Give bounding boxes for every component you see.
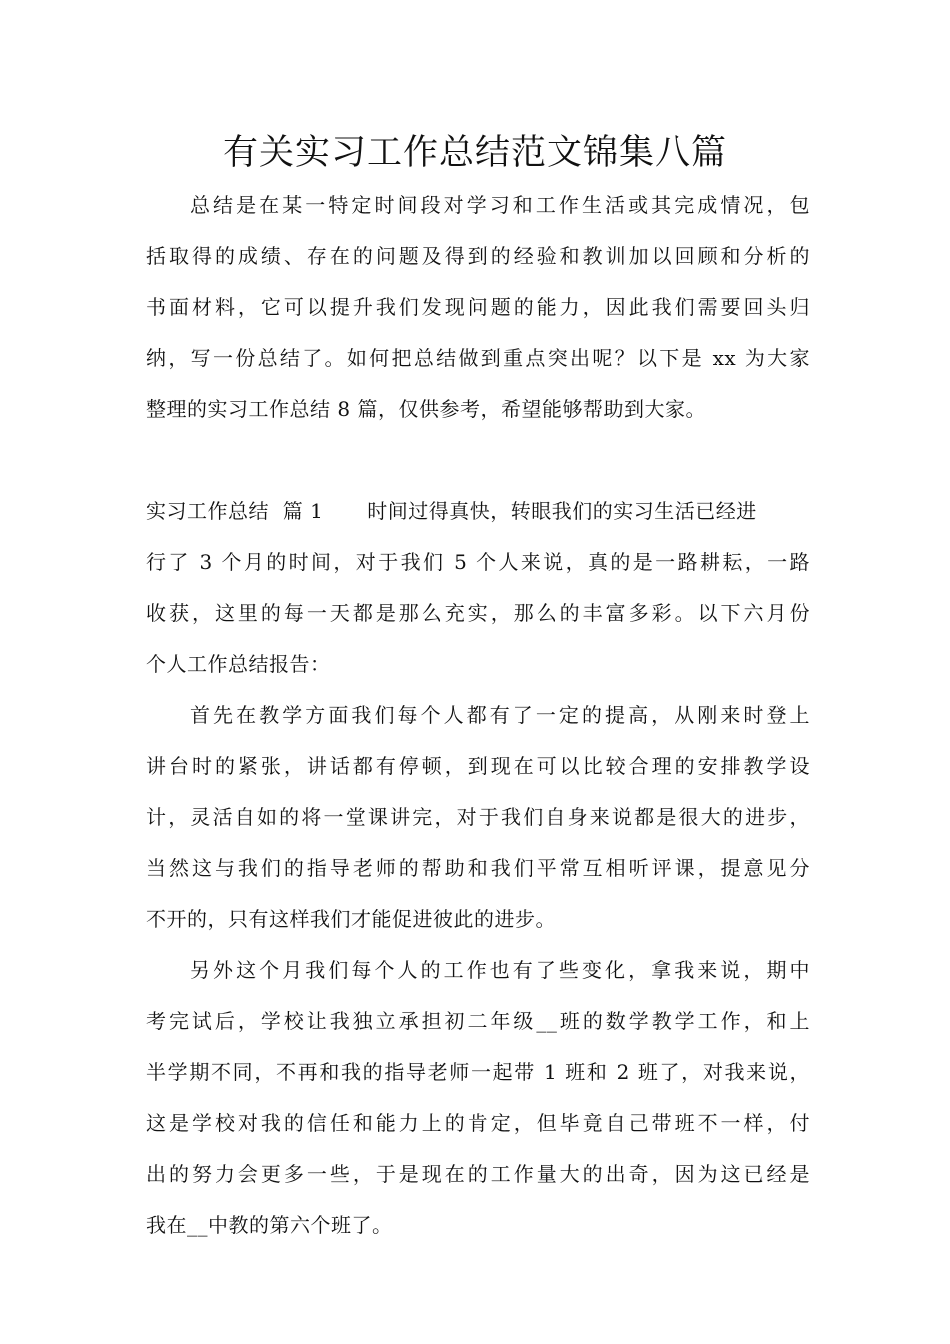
paragraph-line: 当然这与我们的指导老师的帮助和我们平常互相听评课，提意见分 bbox=[146, 856, 810, 880]
section-heading-line bbox=[146, 486, 810, 537]
paragraph-line: 半学期不同，不再和我的指导老师一起带 1 班和 2 班了，对我来说， bbox=[146, 1060, 810, 1084]
paragraph-line: 不开的，只有这样我们才能促进彼此的进步。 bbox=[146, 907, 556, 931]
paragraph-line: 首先在教学方面我们每个人都有了一定的提高，从刚来时登上 bbox=[190, 703, 810, 727]
intro-line: 整理的实习工作总结 8 篇，仅供参考，希望能够帮助到大家。 bbox=[146, 397, 706, 421]
paragraph-line: 另外这个月我们每个人的工作也有了些变化，拿我来说，期中 bbox=[190, 958, 810, 982]
intro-line: 书面材料，它可以提升我们发现问题的能力，因此我们需要回头归 bbox=[146, 295, 810, 319]
intro-line: 括取得的成绩、存在的问题及得到的经验和教训加以回顾和分析的 bbox=[146, 244, 810, 268]
paragraph-line: 收获，这里的每一天都是那么充实，那么的丰富多彩。以下六月份 bbox=[146, 601, 810, 625]
section-heading: 实习工作总结 篇 1 bbox=[146, 499, 324, 523]
paragraph-spacer bbox=[146, 435, 810, 486]
paragraph-line: 讲台时的紧张，讲话都有停顿，到现在可以比较合理的安排教学设 bbox=[146, 754, 810, 778]
paragraph-line: 行了 3 个月的时间，对于我们 5 个人来说，真的是一路耕耘，一路 bbox=[146, 550, 810, 574]
paragraph-line: 这是学校对我的信任和能力上的肯定，但毕竟自己带班不一样，付 bbox=[146, 1111, 810, 1135]
paragraph-line: 个人工作总结报告： bbox=[146, 652, 331, 676]
paragraph-line: 我在__中教的第六个班了。 bbox=[146, 1213, 393, 1237]
paragraph-line: 考完试后，学校让我独立承担初二年级__班的数学教学工作，和上 bbox=[146, 1009, 810, 1033]
paragraph-line: 出的努力会更多一些，于是现在的工作量大的出奇，因为这已经是 bbox=[146, 1162, 810, 1186]
section-first-line: 时间过得真快，转眼我们的实习生活已经进 bbox=[367, 499, 757, 523]
paragraph-line: 计，灵活自如的将一堂课讲完，对于我们自身来说都是很大的进步， bbox=[146, 805, 810, 829]
document-body bbox=[146, 180, 810, 1251]
intro-line: 总结是在某一特定时间段对学习和工作生活或其完成情况，包 bbox=[190, 193, 810, 217]
document-title: 有关实习工作总结范文锦集八篇 bbox=[222, 133, 727, 173]
intro-line: 纳，写一份总结了。如何把总结做到重点突出呢？以下是 xx 为大家 bbox=[146, 346, 810, 370]
